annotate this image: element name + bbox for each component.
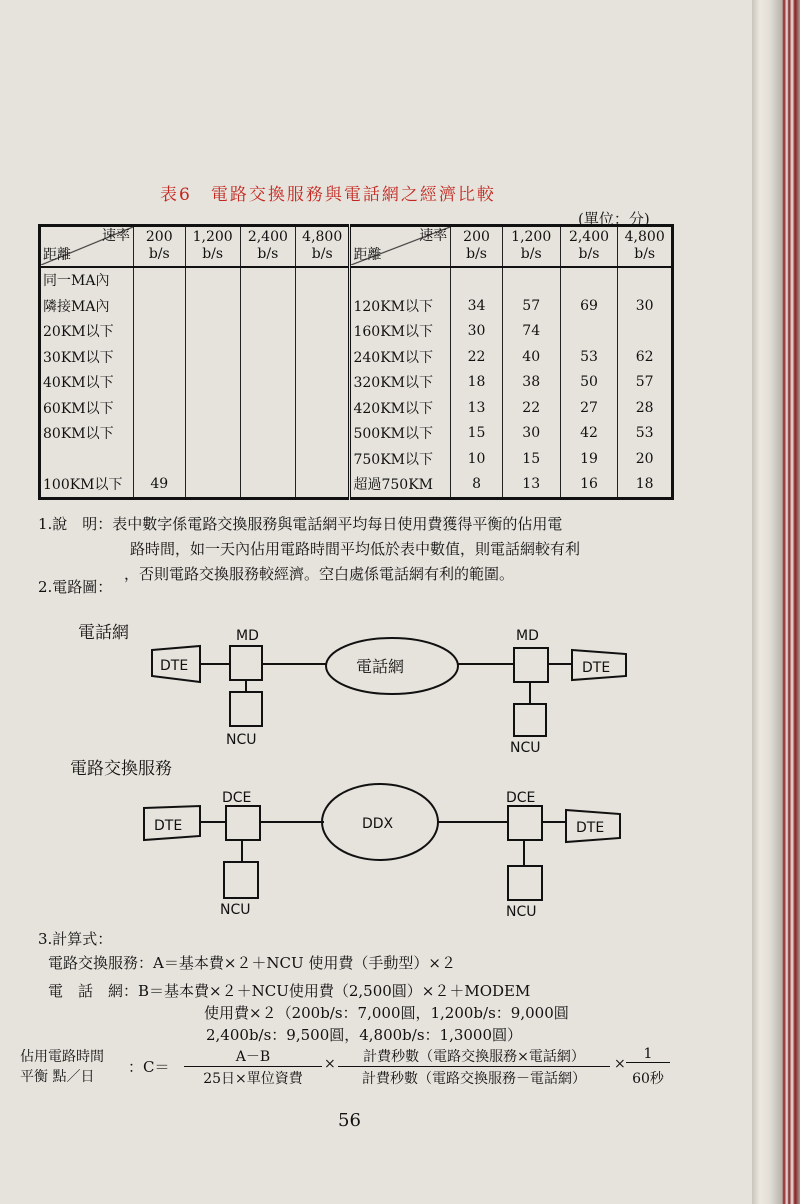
right-value-cell: 53 [618,421,673,446]
right-speed-header: 4,800 b/s [618,226,673,267]
right-value-cell: 30 [502,421,560,446]
unit-label: (單位：分) [578,210,650,228]
right-corner-distance: 距離 [353,247,382,264]
formula-b: 電 話 網：B＝基本費×２＋NCU使用費（2,500圓）×２＋MODEM [48,982,531,1000]
left-speed-header: 2,400 b/s [240,226,295,267]
right-value-cell: 57 [618,370,673,395]
dte-label: DTE [160,658,189,674]
right-distance-cell: 750KM以下 [350,446,451,471]
note-line: 路時間，如一天內佔用電路時間平均低於表中數值，則電話網較有利 [130,540,581,558]
ncu-label: NCU [510,740,541,756]
right-value-cell: 30 [618,293,673,318]
fraction-numerator: A－B [184,1046,322,1067]
formula-c-label: 平衡 點／日 [20,1069,95,1085]
formula-heading: 3.計算式： [38,930,113,948]
left-distance-cell: 同一MA內 [43,273,110,290]
left-speed-header: 200 b/s [134,226,186,267]
formula-c-label: 佔用電路時間 [20,1049,104,1065]
right-distance-cell: 320KM以下 [350,370,451,395]
right-value-cell: 69 [560,293,618,318]
md-box [230,646,262,680]
telephone-network-label: 電話網 [78,623,129,643]
ncu-box [224,862,258,898]
right-value-cell: 38 [502,370,560,395]
right-value-cell: 10 [451,446,503,471]
note-line: 1.說 明：表中數字係電路交換服務與電話網平均每日使用費獲得平衡的佔用電 [38,515,563,533]
telephone-network-text: 電話網 [356,657,405,676]
right-value-cell: 13 [502,471,560,498]
left-corner-distance: 距離 [43,247,71,264]
right-value-cell: 19 [560,446,618,471]
circuit-switching-label: 電路交換服務 [70,759,172,779]
fraction-numerator: 計費秒數（電路交換服務×電話網） [338,1046,610,1067]
right-corner-speed: 速率 [419,228,448,245]
fraction-denominator: 60秒 [632,1071,664,1087]
page-number: 56 [338,1110,361,1131]
left-distance-cell: 隣接MA內 [43,298,110,315]
ncu-label: NCU [220,902,251,918]
right-value-cell: 18 [618,471,673,498]
right-speed-header: 200 b/s [451,226,503,267]
right-value-cell: 20 [618,446,673,471]
ncu-box [230,692,262,726]
right-value-cell: 62 [618,344,673,369]
left-distance-cell: 40KM以下 [43,375,114,392]
right-value-cell: 8 [451,471,503,498]
md-label: MD [516,628,539,644]
ncu-label: NCU [226,732,257,748]
right-value-cell: 15 [502,446,560,471]
left-distance-cell: 80KM以下 [43,426,114,443]
dce-label: DCE [506,790,536,806]
right-value-cell: 30 [451,319,503,344]
ncu-label: NCU [506,904,537,920]
right-value-cell: 28 [618,395,673,420]
left-distance-cell: 30KM以下 [43,349,114,366]
formula-a: 電路交換服務：A＝基本費×２＋NCU 使用費（手動型）×２ [48,954,456,972]
dce-box [508,806,542,840]
fraction-denominator: 25日×單位資費 [203,1071,303,1087]
table-title: 表6 電路交換服務與電話網之經濟比較 [160,185,496,205]
book-binding [752,0,800,1204]
right-distance-cell: 超過750KM [350,471,451,498]
right-speed-header: 2,400 b/s [560,226,618,267]
right-distance-cell: 420KM以下 [350,395,451,420]
ddx-text: DDX [362,816,394,832]
right-distance-cell: 120KM以下 [350,293,451,318]
right-value-cell: 22 [451,344,503,369]
dce-box [226,806,260,840]
right-value-cell: 18 [451,370,503,395]
right-value-cell: 16 [560,471,618,498]
left-speed-header: 4,800 b/s [295,226,350,267]
md-label: MD [236,628,259,644]
dte-label: DTE [154,818,183,834]
dte-label: DTE [576,820,605,836]
md-box [514,648,548,682]
right-value-cell: 53 [560,344,618,369]
dce-label: DCE [222,790,252,806]
right-value-cell: 74 [502,319,560,344]
right-value-cell: 42 [560,421,618,446]
right-speed-header: 1,200 b/s [502,226,560,267]
note-line: ，否則電路交換服務較經濟。空白處係電話網有利的範圍。 [124,565,515,583]
ncu-box [508,866,542,900]
fraction-numerator: 1 [626,1046,670,1063]
right-distance-cell: 500KM以下 [350,421,451,446]
left-speed-header: 1,200 b/s [185,226,240,267]
left-distance-cell: 20KM以下 [43,324,114,341]
diagram-heading: 2.電路圖： [38,578,113,596]
right-value-cell: 22 [502,395,560,420]
right-value-cell: 27 [560,395,618,420]
fraction-denominator: 計費秒數（電路交換服務－電話網） [362,1071,586,1087]
formula-c: 佔用電路時間 平衡 點／日 ：C＝ A－B 25日×單位資費 × 計費秒數（電路交換服務×電話網） 計費秒數（電路交換服務－電話網） × 1 60秒 [20,1042,680,1092]
left-value-cell: 49 [134,471,186,498]
right-distance-cell: 240KM以下 [350,344,451,369]
right-distance-cell: 160KM以下 [350,319,451,344]
left-corner-speed: 速率 [102,228,130,245]
left-distance-cell: 60KM以下 [43,400,114,417]
right-value-cell: 34 [451,293,503,318]
right-value-cell: 13 [451,395,503,420]
right-value-cell: 50 [560,370,618,395]
right-value-cell: 40 [502,344,560,369]
ncu-box [514,704,546,736]
right-value-cell: 57 [502,293,560,318]
formula-b-cont: 2,400b/s：9,500圓，4,800b/s：1,3000圓） [206,1026,523,1044]
formula-b-cont: 使用費×２（200b/s：7,000圓，1,200b/s：9,000圓 [204,1004,569,1022]
left-distance-cell: 100KM以下 [43,477,123,494]
right-value-cell: 15 [451,421,503,446]
dte-label: DTE [582,660,611,676]
